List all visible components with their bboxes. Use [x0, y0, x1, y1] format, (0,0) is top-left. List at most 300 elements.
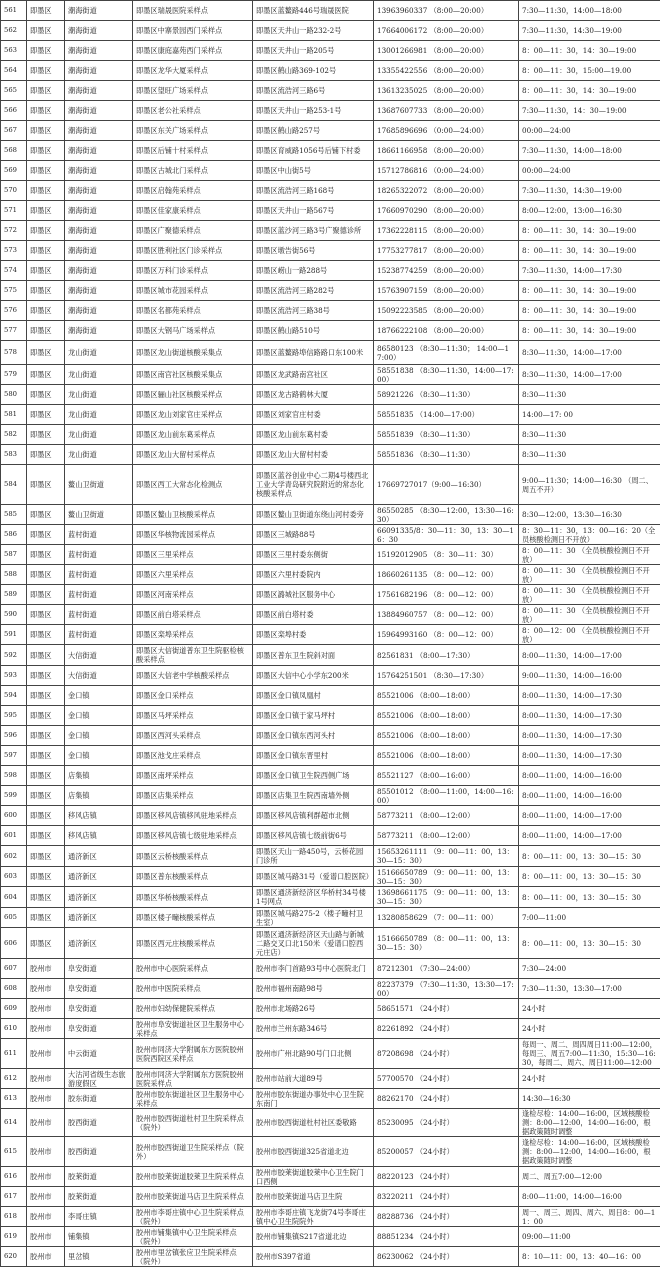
row-index: 610 [1, 1019, 27, 1039]
service-hours: 8:30—11:30，14:00—17:00 [519, 341, 660, 365]
street: 鳌山卫街道 [65, 465, 133, 505]
address: 即墨区金口镇卫生院西侧广场 [253, 766, 374, 786]
service-hours: 8:00—11:00，14:00—17:00 [519, 826, 660, 846]
phone-hours: 13963960337 （8:00—20:00） [374, 1, 519, 21]
row-index: 571 [1, 201, 27, 221]
service-hours: 8:00—11:30，14:00—17:00 [519, 645, 660, 666]
phone-hours: 82261892 （24小时） [374, 1019, 519, 1039]
site-name: 胶州市里岔镇张应卫生院采样点（院外） [133, 1247, 253, 1267]
row-index: 578 [1, 341, 27, 365]
district: 即墨区 [27, 786, 65, 806]
phone-hours: 13355422556 （8:00—20:00） [374, 61, 519, 81]
table-row [1, 806, 660, 826]
address: 即墨区金口镇东晋里村 [253, 746, 374, 766]
street: 胶西街道 [65, 1137, 133, 1167]
service-hours: 8：00—11：30 （全员核酸检测日不开放） [519, 605, 660, 625]
service-hours: 8:30—11:30 [519, 385, 660, 405]
row-index: 619 [1, 1227, 27, 1247]
table-row [1, 786, 660, 806]
phone-hours: 15092223585 （8:00—20:00） [374, 301, 519, 321]
site-name: 即墨区胜利社区门诊采样点 [133, 241, 253, 261]
street: 中云街道 [65, 1039, 133, 1069]
phone-hours: 18660261135 （8：00—12：00） [374, 565, 519, 585]
address: 即墨区育威路1056号后铺下村委 [253, 141, 374, 161]
street: 蓝村街道 [65, 605, 133, 625]
row-index: 600 [1, 806, 27, 826]
service-hours: 14:30—16:30 [519, 1089, 660, 1109]
service-hours: 8：00—11：30 （全员核酸检测日不开放） [519, 585, 660, 605]
phone-hours: 15653261111 （9：00—11：00，13：30—15：30） [374, 846, 519, 867]
phone-hours: 13698661175 （9：00—11：00，13：30—15：30） [374, 887, 519, 908]
street: 通济新区 [65, 867, 133, 887]
site-name: 即墨区龙山街道核酸采集点 [133, 341, 253, 365]
district: 即墨区 [27, 425, 65, 445]
table-row [1, 1019, 660, 1039]
table-row [1, 928, 660, 959]
row-index: 562 [1, 21, 27, 41]
service-hours: 8:00—11:00，14:00—16:00 [519, 786, 660, 806]
district: 胶州市 [27, 1227, 65, 1247]
address: 即墨区蓝谷创业中心二期4号楼西北工业大学青岛研究院附近的常态化核酸采样点 [253, 465, 374, 505]
site-name: 即墨区南坪采样点 [133, 766, 253, 786]
site-name: 即墨区马坪采样点 [133, 706, 253, 726]
phone-hours: 15192012905 （8：30—11：30） [374, 545, 519, 565]
address: 胶州市胶东街道办事处中心卫生院东南门 [253, 1089, 374, 1109]
table-row [1, 1137, 660, 1167]
address: 即墨区金口镇于家马坪村 [253, 706, 374, 726]
table-row [1, 321, 660, 341]
street: 金口镇 [65, 686, 133, 706]
table-row [1, 585, 660, 605]
street: 大信街道 [65, 645, 133, 666]
address: 即墨区通济新经济区华桥村34号楼1号网点 [253, 887, 374, 908]
site-name: 即墨区西元庄核酸采样点 [133, 928, 253, 959]
street: 胶东街道 [65, 1089, 133, 1109]
phone-hours: 15712786816 （0:00—24:00） [374, 161, 519, 181]
phone-hours: 85200057 （24小时） [374, 1137, 519, 1167]
table-row [1, 1, 660, 21]
district: 即墨区 [27, 101, 65, 121]
row-index: 583 [1, 445, 27, 465]
district: 即墨区 [27, 201, 65, 221]
district: 胶州市 [27, 1207, 65, 1227]
service-hours: 8：00—11：30 （全员核酸检测日不开放） [519, 545, 660, 565]
row-index: 592 [1, 645, 27, 666]
site-name: 胶州市中心医院采样点 [133, 959, 253, 979]
phone-hours: 83220211 （24小时） [374, 1187, 519, 1207]
phone-hours: 13884960757 （8：00—12：00） [374, 605, 519, 625]
street: 店集镇 [65, 766, 133, 786]
row-index: 613 [1, 1089, 27, 1109]
table-row [1, 1039, 660, 1069]
service-hours: 8：00—11：30，14：30—19:00 [519, 81, 660, 101]
district: 即墨区 [27, 405, 65, 425]
street: 通济新区 [65, 887, 133, 908]
site-name: 即墨区栾埠采样点 [133, 625, 253, 645]
row-index: 611 [1, 1039, 27, 1069]
site-name: 即墨区南宫社区核酸采集点 [133, 365, 253, 385]
district: 即墨区 [27, 121, 65, 141]
service-hours: 7:00—11:00 [519, 908, 660, 928]
row-index: 569 [1, 161, 27, 181]
street: 大信街道 [65, 666, 133, 686]
address: 即墨区普东卫生院斜对面 [253, 645, 374, 666]
street: 蓝村街道 [65, 565, 133, 585]
site-name: 即墨区西河头采样点 [133, 726, 253, 746]
row-index: 597 [1, 746, 27, 766]
row-index: 566 [1, 101, 27, 121]
district: 即墨区 [27, 887, 65, 908]
address: 即墨区天山一路450号，云桥花园门诊所 [253, 846, 374, 867]
row-index: 618 [1, 1207, 27, 1227]
street: 潮海街道 [65, 301, 133, 321]
phone-hours: 15166650789 （8：00—11：00，13：30—15：30） [374, 928, 519, 959]
address: 即墨区天井山一路567号 [253, 201, 374, 221]
table-row [1, 826, 660, 846]
service-hours: 8：00—11：30，14：30—19:00 [519, 241, 660, 261]
service-hours: 24小时 [519, 999, 660, 1019]
service-hours: 8：00—11：30，14：30—19:00 [519, 281, 660, 301]
row-index: 605 [1, 908, 27, 928]
row-index: 585 [1, 505, 27, 525]
street: 龙山街道 [65, 341, 133, 365]
table-row [1, 706, 660, 726]
site-name: 即墨区启翰苑采样点 [133, 181, 253, 201]
phone-hours: 82561831 （8:00—17:30） [374, 645, 519, 666]
district: 胶州市 [27, 999, 65, 1019]
phone-hours: 15238774259 （8:00—20:00） [374, 261, 519, 281]
table-row [1, 81, 660, 101]
phone-hours: 17660970290 （8:00—20:00） [374, 201, 519, 221]
service-hours: 逢检尽检：14:00—16:00，区域核酸检测：8:00—12:00，14:00—16:00，根据政策随时调整 [519, 1137, 660, 1167]
table-row [1, 425, 660, 445]
street: 胶莱街道 [65, 1167, 133, 1187]
address: 即墨区龙山前东葛村委 [253, 425, 374, 445]
row-index: 584 [1, 465, 27, 505]
table-row [1, 686, 660, 706]
table-row [1, 201, 660, 221]
service-hours: 每周一、周二、周四周日11:00—12:00，每周三、周五7:00—11:30，15:30—16:30，每周二、周六、周日11:00—12:00 [519, 1039, 660, 1069]
site-name: 胶州市铺集镇中心卫生院采样点（院外） [133, 1227, 253, 1247]
service-hours: 24小时 [519, 1069, 660, 1089]
street: 潮海街道 [65, 181, 133, 201]
table-row [1, 1227, 660, 1247]
table-row [1, 1207, 660, 1227]
site-name: 即墨区万科门诊采样点 [133, 261, 253, 281]
table-row [1, 645, 660, 666]
district: 胶州市 [27, 1167, 65, 1187]
phone-hours: 86230062 （24小时） [374, 1247, 519, 1267]
address: 即墨区城马路31号（爱谱口腔医院） [253, 867, 374, 887]
street: 潮海街道 [65, 201, 133, 221]
phone-hours: 85521006 （8:00—18:00） [374, 726, 519, 746]
district: 即墨区 [27, 928, 65, 959]
table-row [1, 41, 660, 61]
district: 即墨区 [27, 365, 65, 385]
site-name: 即墨区移风店镇七级驻地采样点 [133, 826, 253, 846]
service-hours: 周一、周三、周四、周六、周日8：00—11：00 [519, 1207, 660, 1227]
row-index: 607 [1, 959, 27, 979]
service-hours: 8：30—11：30，13：00—16：20（全员核酸检测日不开放） [519, 525, 660, 545]
service-hours: 9:00—11:30；14:00—16:30 （周二、周五不开） [519, 465, 660, 505]
phone-hours: 13280858629 （7：00—11：00） [374, 908, 519, 928]
street: 李哥庄镇 [65, 1207, 133, 1227]
district: 即墨区 [27, 826, 65, 846]
site-name: 即墨区三里采样点 [133, 545, 253, 565]
phone-hours: 58551839 （8:30—11:30） [374, 425, 519, 445]
phone-hours: 66091335/8：30—11：30，13：30—16：30 [374, 525, 519, 545]
address: 即墨区流浩河三路38号 [253, 301, 374, 321]
phone-hours: 86550285 （8:30—12:00，13:30—16:30） [374, 505, 519, 525]
row-index: 620 [1, 1247, 27, 1267]
service-hours: 8:30—11:30 [519, 425, 660, 445]
district: 胶州市 [27, 979, 65, 999]
district: 即墨区 [27, 505, 65, 525]
address: 即墨区三里村委东侧街 [253, 545, 374, 565]
site-name: 即墨区名都苑采样点 [133, 301, 253, 321]
phone-hours: 57700570 （24小时） [374, 1069, 519, 1089]
address: 即墨区流浩河三路168号 [253, 181, 374, 201]
street: 通济新区 [65, 928, 133, 959]
district: 即墨区 [27, 625, 65, 645]
site-name: 胶州市胶西街道杜村卫生院采样点（院外） [133, 1109, 253, 1137]
table-row [1, 365, 660, 385]
district: 即墨区 [27, 301, 65, 321]
service-hours: 09:00—11:00 [519, 1227, 660, 1247]
service-hours: 00:00—24:00 [519, 161, 660, 181]
row-index: 589 [1, 585, 27, 605]
district: 即墨区 [27, 565, 65, 585]
row-index: 561 [1, 1, 27, 21]
row-index: 575 [1, 281, 27, 301]
service-hours: 8:00—11:00，14:00—16:00 [519, 766, 660, 786]
site-name: 即墨区大钢马广场采样点 [133, 321, 253, 341]
street: 金口镇 [65, 706, 133, 726]
table-row [1, 887, 660, 908]
address: 即墨区崂山一路288号 [253, 261, 374, 281]
address: 即墨区龙古路鹤林大厦 [253, 385, 374, 405]
service-hours: 8：00—11：30 （全员核酸检测日不开放） [519, 565, 660, 585]
service-hours: 8:00—11:00，14:00—16:00 [519, 1187, 660, 1207]
address: 即墨区刘家官庄村委 [253, 405, 374, 425]
row-index: 582 [1, 425, 27, 445]
address: 胶州市铺集镇S217省道北边 [253, 1227, 374, 1247]
site-name: 即墨区东关广场采样点 [133, 121, 253, 141]
phone-hours: 58773211 （8:00—12:00） [374, 826, 519, 846]
address: 胶州市胶西街道杜村社区委敬路 [253, 1109, 374, 1137]
street: 大沽河省级生态旅游度假区 [65, 1069, 133, 1089]
address: 即墨区店集卫生院西南墙外侧 [253, 786, 374, 806]
table-row [1, 726, 660, 746]
phone-hours: 17685896696 （0:00—24:00） [374, 121, 519, 141]
street: 潮海街道 [65, 141, 133, 161]
street: 潮海街道 [65, 321, 133, 341]
address: 即墨区蓝鳌路446号瑞晟医院 [253, 1, 374, 21]
table-row [1, 281, 660, 301]
service-hours: 8:00—11:30，14:00—17:30 [519, 726, 660, 746]
site-name: 即墨区店集采样点 [133, 786, 253, 806]
district: 即墨区 [27, 385, 65, 405]
service-hours: 8:00—12:00，13:00—16:30 [519, 201, 660, 221]
site-name: 即墨区龙山前东葛采样点 [133, 425, 253, 445]
address: 即墨区流浩河三路282号 [253, 281, 374, 301]
row-index: 601 [1, 826, 27, 846]
address: 即墨区蓝鳌路埠信路路口东100米 [253, 341, 374, 365]
address: 即墨区潞城社区服务中心 [253, 585, 374, 605]
site-name: 即墨区华桥核酸采样点 [133, 887, 253, 908]
district: 即墨区 [27, 706, 65, 726]
street: 胶莱街道 [65, 1187, 133, 1207]
district: 即墨区 [27, 261, 65, 281]
address: 即墨区墩告街56号 [253, 241, 374, 261]
table-row [1, 979, 660, 999]
table-row [1, 341, 660, 365]
service-hours: 8:30—11:30 [519, 445, 660, 465]
street: 潮海街道 [65, 41, 133, 61]
address: 即墨区大信中心小学东200米 [253, 666, 374, 686]
row-index: 577 [1, 321, 27, 341]
row-index: 612 [1, 1069, 27, 1089]
street: 通济新区 [65, 908, 133, 928]
site-name: 即墨区西工大常态化检测点 [133, 465, 253, 505]
service-hours: 8：00—11：30，14：30—19:00 [519, 301, 660, 321]
phone-hours: 58651571 （24小时） [374, 999, 519, 1019]
site-name: 胶州市胶西街道卫生院采样点（院外） [133, 1137, 253, 1167]
row-index: 576 [1, 301, 27, 321]
street: 潮海街道 [65, 61, 133, 81]
address: 即墨区鳌山卫街道东绕山河村委旁 [253, 505, 374, 525]
service-hours: 7:30—24:00 [519, 959, 660, 979]
site-name: 即墨区龙山大留村采样点 [133, 445, 253, 465]
street: 移风店镇 [65, 806, 133, 826]
street: 阜安街道 [65, 1019, 133, 1039]
table-row [1, 161, 660, 181]
table-row [1, 21, 660, 41]
phone-hours: 85521006 （8:00—18:00） [374, 686, 519, 706]
site-name: 即墨区龙山刘家官庄采样点 [133, 405, 253, 425]
table-row [1, 241, 660, 261]
street: 潮海街道 [65, 241, 133, 261]
service-hours: 24小时 [519, 1019, 660, 1039]
address: 胶州市北场路26号 [253, 999, 374, 1019]
service-hours: 8:30—12:00，13:30—16:30 [519, 505, 660, 525]
table-row [1, 121, 660, 141]
district: 即墨区 [27, 141, 65, 161]
row-index: 602 [1, 846, 27, 867]
phone-hours: 82237379 （7:30—11:30，13:30—17:00） [374, 979, 519, 999]
table-row [1, 1187, 660, 1207]
service-hours: 8：00—11：30，14：30—19:00 [519, 41, 660, 61]
district: 胶州市 [27, 1069, 65, 1089]
row-index: 593 [1, 666, 27, 686]
row-index: 604 [1, 887, 27, 908]
district: 即墨区 [27, 645, 65, 666]
site-name: 即墨区古城北门采样点 [133, 161, 253, 181]
street: 潮海街道 [65, 1, 133, 21]
row-index: 599 [1, 786, 27, 806]
service-hours: 8：00—11：00，13：30—15：30 [519, 867, 660, 887]
district: 即墨区 [27, 867, 65, 887]
street: 潮海街道 [65, 101, 133, 121]
district: 即墨区 [27, 1, 65, 21]
phone-hours: 58921226 （8:30—11:30） [374, 385, 519, 405]
district: 即墨区 [27, 908, 65, 928]
phone-hours: 86580123 （8:30—11:30； 14:00—17:00） [374, 341, 519, 365]
phone-hours: 13613235025 （8:00—20:00） [374, 81, 519, 101]
table-row [1, 766, 660, 786]
district: 即墨区 [27, 241, 65, 261]
address: 即墨区天井山一路205号 [253, 41, 374, 61]
table-row [1, 959, 660, 979]
service-hours: 8：00—11：00，13：30—15：30 [519, 928, 660, 959]
street: 龙山街道 [65, 385, 133, 405]
table-row [1, 1089, 660, 1109]
street: 龙山街道 [65, 405, 133, 425]
site-name: 即墨区瑞晟医院采样点 [133, 1, 253, 21]
table-row [1, 908, 660, 928]
address: 即墨区流浩河三路6号 [253, 81, 374, 101]
table-row [1, 1167, 660, 1187]
address: 即墨区鹤山路510号 [253, 321, 374, 341]
row-index: 616 [1, 1167, 27, 1187]
street: 蓝村街道 [65, 525, 133, 545]
site-name: 即墨区中寨景园西门采样点 [133, 21, 253, 41]
site-name: 即墨区移风店镇移风驻地采样点 [133, 806, 253, 826]
district: 即墨区 [27, 81, 65, 101]
phone-hours: 17669727017（9:00—16:30） [374, 465, 519, 505]
address: 胶州市兰州东路346号 [253, 1019, 374, 1039]
address: 胶州市胶西街道325省道北边 [253, 1137, 374, 1167]
street: 潮海街道 [65, 261, 133, 281]
address: 即墨区六里村委院内 [253, 565, 374, 585]
district: 即墨区 [27, 806, 65, 826]
row-index: 581 [1, 405, 27, 425]
phone-hours: 58551835 （14:00—17:00） [374, 405, 519, 425]
district: 即墨区 [27, 585, 65, 605]
service-hours: 逢检尽检：14:00—16:00，区域核酸检测：8:00—12:00，14:00—16:00，根据政策随时调整 [519, 1109, 660, 1137]
row-index: 574 [1, 261, 27, 281]
row-index: 587 [1, 545, 27, 565]
district: 胶州市 [27, 1019, 65, 1039]
phone-hours: 15964993160 （8：00—12：00） [374, 625, 519, 645]
district: 即墨区 [27, 766, 65, 786]
street: 潮海街道 [65, 21, 133, 41]
phone-hours: 58551836 （8:30—11:30） [374, 445, 519, 465]
street: 龙山街道 [65, 365, 133, 385]
street: 阜安街道 [65, 999, 133, 1019]
site-name: 胶州市胶东街道社区卫生服务中心采样点 [133, 1089, 253, 1109]
district: 即墨区 [27, 341, 65, 365]
address: 即墨区金口镇东西河头村 [253, 726, 374, 746]
service-hours: 9:00—11:30，14:00—16:00 [519, 666, 660, 686]
address: 即墨区城马路275-2（楼子疃村卫生室） [253, 908, 374, 928]
district: 即墨区 [27, 465, 65, 505]
service-hours: 8：00—12：00 （全员核酸检测日不开放） [519, 625, 660, 645]
street: 蓝村街道 [65, 625, 133, 645]
table-row [1, 999, 660, 1019]
site-name: 即墨区龙华大厦采样点 [133, 61, 253, 81]
service-hours: 7:30—11:30，14:00—18:00 [519, 1, 660, 21]
row-index: 588 [1, 565, 27, 585]
district: 即墨区 [27, 445, 65, 465]
street: 潮海街道 [65, 161, 133, 181]
service-hours: 8:30—11:30，14:00—17:00 [519, 365, 660, 385]
table-row [1, 565, 660, 585]
phone-hours: 17561682196 （8：00—12：00） [374, 585, 519, 605]
table-row [1, 505, 660, 525]
row-index: 596 [1, 726, 27, 746]
phone-hours: 87212301 （7:30—24:00） [374, 959, 519, 979]
